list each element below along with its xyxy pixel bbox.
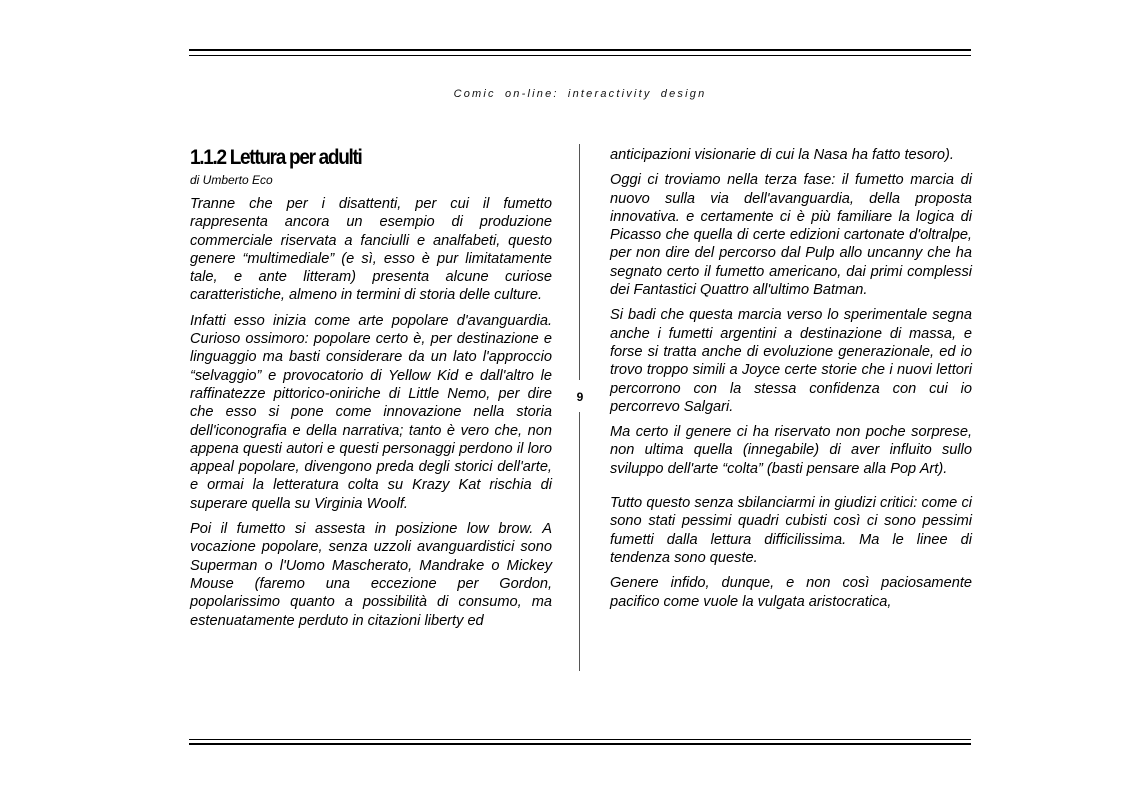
section-title: 1.1.2 Lettura per adulti	[190, 146, 362, 170]
column-divider-bottom	[579, 412, 580, 671]
paragraph: Ma certo il genere ci ha riservato non poche sorprese, non ultima quella (innegabile) di aver influito sullo sviluppo dell'arte “colta” (basti pensare alla Pop Art).	[610, 424, 972, 477]
left-column	[190, 146, 552, 637]
header-rule-thick	[189, 49, 971, 51]
paragraph: Tranne che per i disattenti, per cui il fumetto rappresenta ancora un esempio di produzione commerciale riservata a fanciulli e analfabeti, questo genere “multimediale” (e sì, esso è pur limitatamente tale, e ante litteram) presenta alcune curiose caratteristiche, almeno in termini di storia delle culture.	[190, 196, 552, 304]
paragraph: Infatti esso inizia come arte popolare d'avanguardia. Curioso ossimoro: popolare certo è, per destinazione e linguaggio ma basti considerare da un lato l'approccio “selvaggio” e provocatorio di Yellow Kid e dall'altro le raffinatezze pittorico-oniriche di Little Nemo, per dire che esso si pone come innovazione nella storia dell'iconografia e della narrativa; tanto è vero che, non appena questi autori e questi personaggi perdono il loro appeal popolare, divengono preda degli storici dell'arte, e ormai la letteratura colta su Krazy Kat rischia di superare quella su Virginia Woolf.	[190, 312, 552, 512]
right-column	[610, 146, 972, 618]
paragraph: Tutto questo senza sbilanciarmi in giudizi critici: come ci sono stati pessimi quadri cubisti così ci sono pessimi fumetti dalla lettura difficilissima. Ma le linee di tendenza sono queste.	[610, 495, 972, 566]
paragraph: Oggi ci troviamo nella terza fase: il fumetto marcia di nuovo sulla via dell'avanguardia, della proposta innovativa. e certamente ci è più familiare la logica di Picasso che quella di certe edizioni cartonate d'oltralpe, per non dire del percorso dal Pulp allo uncanny che ha segnato certo il fumetto americano, dai primi complessi dei Fantastici Quattro all'ultimo Batman.	[610, 172, 972, 299]
header-rule-thin	[189, 55, 971, 56]
running-header: Comic on-line: interactivity design	[453, 88, 707, 100]
footer-rule-thin	[189, 739, 971, 740]
paragraph: Poi il fumetto si assesta in posizione low brow. A vocazione popolare, senza uzzoli avanguardistici sono Superman o l'Uomo Mascherato, Mandrake o Mickey Mouse (faremo una eccezione per Gordon, popolarissimo quanto a possibilità di consumo, ma estenuatamente perduto in citazioni liberty ed	[190, 521, 552, 629]
page-number: 9	[576, 390, 584, 404]
column-divider-top	[579, 144, 580, 380]
paragraph: Si badi che questa marcia verso lo sperimentale segna anche i fumetti argentini a destinazione di massa, e forse si tratta anche di evoluzione generazionale, ed io trovo troppo simili a Joyce certe storie che i nuovi lettori percorrono con la stessa confidenza con cui io percorrevo Salgari.	[610, 307, 972, 415]
paragraph: anticipazioni visionarie di cui la Nasa ha fatto tesoro).	[610, 147, 954, 163]
paragraph: Genere infido, dunque, e non così paciosamente pacifico come vuole la vulgata aristocratica,	[610, 575, 972, 610]
author-byline: di Umberto Eco	[190, 173, 273, 187]
footer-rule-thick	[189, 743, 971, 745]
